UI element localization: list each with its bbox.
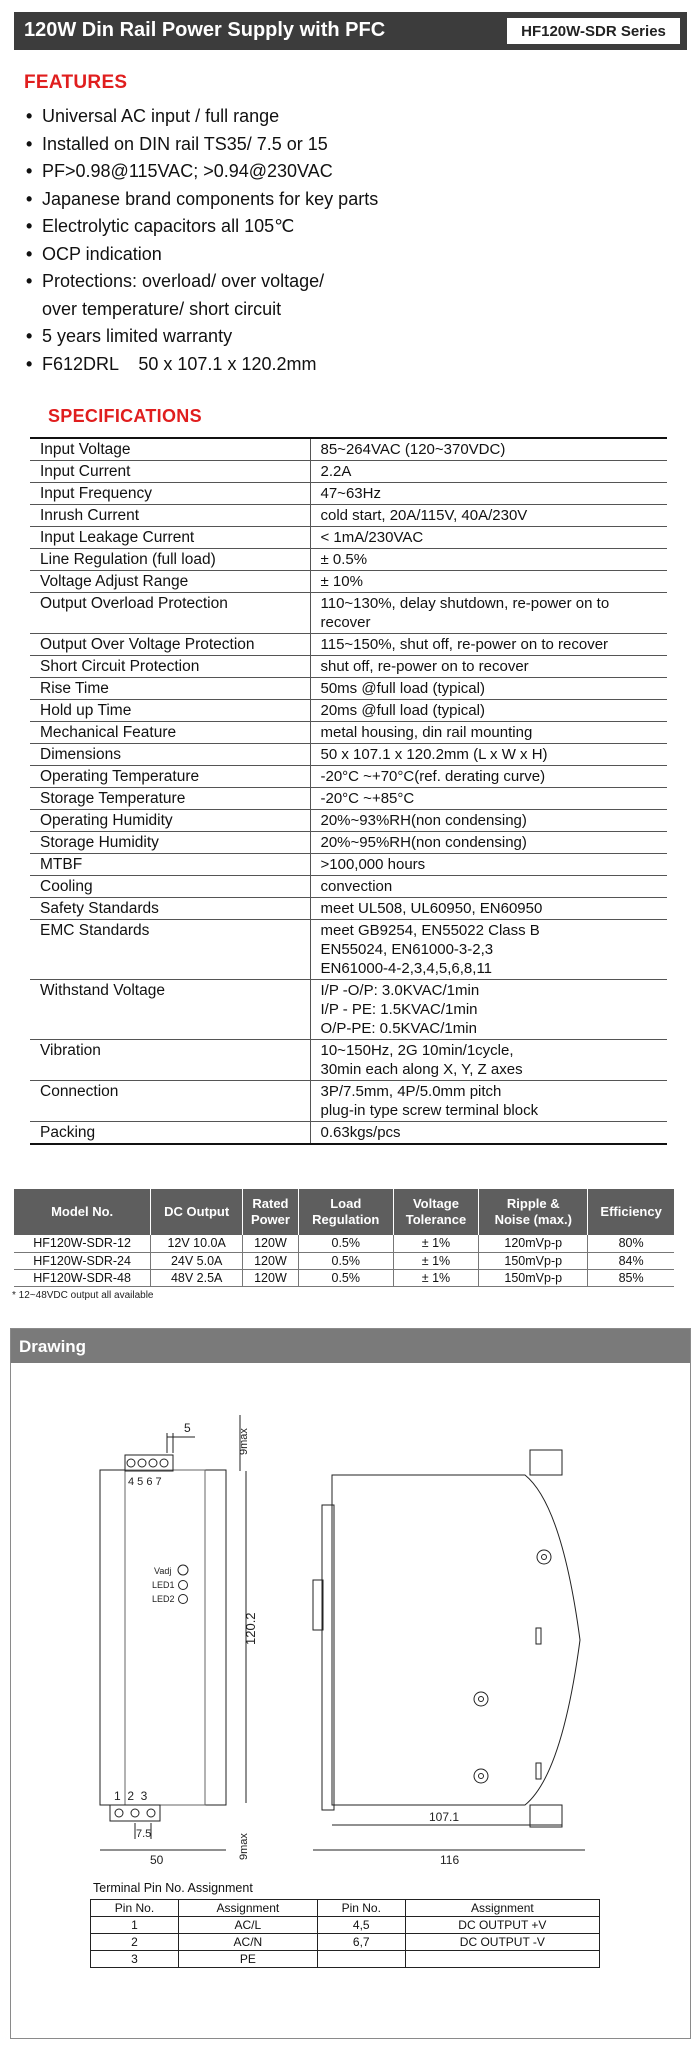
spec-row <box>30 656 667 678</box>
led2-label: LED2 <box>152 1594 175 1604</box>
side-body-outline <box>332 1475 580 1805</box>
model-cell: HF120W-SDR-12 <box>14 1235 151 1252</box>
model-cell: HF120W-SDR-48 <box>14 1269 151 1286</box>
pin-cell: 3 <box>91 1951 179 1968</box>
model-header-line: Noise (max.) <box>494 1212 572 1227</box>
spec-row <box>30 527 667 549</box>
pin-cell: DC OUTPUT +V <box>405 1917 599 1934</box>
spec-label: Dimensions <box>30 744 310 766</box>
pin-row <box>91 1951 600 1968</box>
spec-label: Connection <box>30 1081 310 1122</box>
side-view <box>313 1450 585 1867</box>
pin-cell: 1 <box>91 1917 179 1934</box>
spec-value <box>310 744 667 766</box>
specifications-table <box>30 437 667 1145</box>
spec-value <box>310 527 667 549</box>
spec-row <box>30 634 667 656</box>
features-list <box>26 103 686 378</box>
spec-value <box>310 876 667 898</box>
pin-cell: DC OUTPUT -V <box>405 1934 599 1951</box>
spec-row <box>30 898 667 920</box>
spec-value-line: 0.63kgs/pcs <box>320 1124 401 1141</box>
spec-value-line: convection <box>320 878 393 895</box>
model-cell: 0.5% <box>298 1269 393 1286</box>
feature-item: • Universal AC input / full range <box>26 106 280 126</box>
spec-label: Line Regulation (full load) <box>30 549 310 571</box>
spec-label: Hold up Time <box>30 700 310 722</box>
terminal-screw-icon <box>149 1459 157 1467</box>
spec-value <box>310 571 667 593</box>
dimension-50-label: 50 <box>150 1853 164 1867</box>
spec-label: Input Frequency <box>30 483 310 505</box>
spec-label: EMC Standards <box>30 920 310 980</box>
model-header-line: DC Output <box>164 1204 230 1219</box>
spec-value-line: < 1mA/230VAC <box>320 529 424 546</box>
spec-label: Mechanical Feature <box>30 722 310 744</box>
spec-row <box>30 1122 667 1145</box>
spec-row <box>30 505 667 527</box>
terminal-screw-icon <box>147 1809 155 1817</box>
spec-label: Output Overload Protection <box>30 593 310 634</box>
series-badge <box>506 17 681 45</box>
spec-label: Operating Temperature <box>30 766 310 788</box>
spec-label: Rise Time <box>30 678 310 700</box>
front-body-outline <box>100 1470 226 1805</box>
spec-value-line: 20%~95%RH(non condensing) <box>320 834 527 851</box>
model-header-line: Efficiency <box>600 1204 662 1219</box>
model-cell: ± 1% <box>393 1269 479 1286</box>
led1-label: LED1 <box>152 1580 175 1590</box>
model-row <box>14 1269 674 1286</box>
spec-value <box>310 980 667 1040</box>
screw-icon <box>537 1550 551 1564</box>
model-column-header <box>14 1189 151 1235</box>
spec-value-line: cold start, 20A/115V, 40A/230V <box>320 507 528 524</box>
spec-value-line: EN55024, EN61000-3-2,3 <box>320 941 494 958</box>
spec-value <box>310 593 667 634</box>
model-row <box>14 1235 674 1252</box>
dimension-9max-top: 9max <box>238 1428 250 1455</box>
spec-row <box>30 1040 667 1081</box>
screw-icon <box>542 1555 547 1560</box>
model-header-line: Load <box>330 1196 362 1211</box>
model-cell: ± 1% <box>393 1252 479 1269</box>
pin-cell: AC/L <box>178 1917 317 1934</box>
spec-row <box>30 810 667 832</box>
spec-label: Storage Temperature <box>30 788 310 810</box>
model-cell: 120mVp-p <box>479 1235 588 1252</box>
title-bar <box>14 12 687 50</box>
model-cell: 120W <box>243 1235 299 1252</box>
spec-value-line: metal housing, din rail mounting <box>320 724 533 741</box>
spec-label: Voltage Adjust Range <box>30 571 310 593</box>
spec-row <box>30 854 667 876</box>
model-header-line: Voltage <box>412 1196 459 1211</box>
model-header-line: Power <box>250 1212 290 1227</box>
spec-value <box>310 678 667 700</box>
pin-cell <box>405 1951 599 1968</box>
spec-row <box>30 678 667 700</box>
spec-row <box>30 788 667 810</box>
model-column-header <box>393 1189 479 1235</box>
feature-item: • F612DRL 50 x 107.1 x 120.2mm <box>26 353 317 374</box>
spec-row <box>30 700 667 722</box>
vent-slot <box>536 1628 541 1644</box>
spec-value-line: 115~150%, shut off, re-power on to recover <box>320 636 609 653</box>
spec-label: Input Current <box>30 461 310 483</box>
spec-row <box>30 876 667 898</box>
spec-value-line: shut off, re-power on to recover <box>320 658 529 675</box>
page-title: 120W Din Rail Power Supply with PFC <box>24 19 386 41</box>
model-cell: 120W <box>243 1269 299 1286</box>
spec-value-line: ± 10% <box>320 573 363 590</box>
feature-item: • 5 years limited warranty <box>26 326 233 346</box>
model-header-line: Model No. <box>51 1204 114 1219</box>
feature-item-continued: over temperature/ short circuit <box>42 298 282 319</box>
spec-value <box>310 634 667 656</box>
spec-value-line: 3P/7.5mm, 4P/5.0mm pitch <box>320 1083 502 1100</box>
spec-value-line: plug-in type screw terminal block <box>320 1102 539 1119</box>
pin-cell: PE <box>178 1951 317 1968</box>
model-row <box>14 1252 674 1269</box>
features-heading: FEATURES <box>24 72 128 93</box>
model-cell: 84% <box>588 1252 674 1269</box>
feature-item: • Electrolytic capacitors all 105℃ <box>26 216 295 236</box>
spec-value-line: 47~63Hz <box>320 485 381 502</box>
spec-row <box>30 549 667 571</box>
vadj-label: Vadj <box>154 1566 172 1576</box>
height-dimension-label: 120.2 <box>243 1612 258 1645</box>
model-column-header <box>243 1189 299 1235</box>
dimension-5-label: 5 <box>184 1421 191 1435</box>
model-column-header <box>479 1189 588 1235</box>
model-column-header <box>151 1189 243 1235</box>
spec-row <box>30 766 667 788</box>
led2-icon <box>179 1595 188 1604</box>
spec-label: Input Leakage Current <box>30 527 310 549</box>
spec-value <box>310 438 667 461</box>
spec-row <box>30 920 667 980</box>
model-cell: 0.5% <box>298 1235 393 1252</box>
model-header-line: Rated <box>252 1196 289 1211</box>
model-header-line: Tolerance <box>405 1212 467 1227</box>
screw-icon <box>479 1697 484 1702</box>
spec-row <box>30 461 667 483</box>
bottom-terminal-side <box>530 1805 562 1827</box>
spec-label: Cooling <box>30 876 310 898</box>
spec-value-line: 110~130%, delay shutdown, re-power on to recover <box>320 595 610 631</box>
spec-label: Operating Humidity <box>30 810 310 832</box>
spec-value <box>310 920 667 980</box>
spec-value-line: 50 x 107.1 x 120.2mm (L x W x H) <box>320 746 548 763</box>
vent-slot <box>536 1763 541 1779</box>
screw-icon <box>474 1769 488 1783</box>
pin-cell <box>317 1951 405 1968</box>
spec-label: Inrush Current <box>30 505 310 527</box>
model-cell: 48V 2.5A <box>151 1269 243 1286</box>
spec-value-line: I/P - PE: 1.5KVAC/1min <box>320 1001 478 1018</box>
spec-label: MTBF <box>30 854 310 876</box>
spec-label: Safety Standards <box>30 898 310 920</box>
terminal-screw-icon <box>131 1809 139 1817</box>
spec-row <box>30 980 667 1040</box>
pin-column-header: Pin No. <box>91 1900 179 1917</box>
model-table <box>14 1189 674 1287</box>
spec-value <box>310 766 667 788</box>
spec-value-line: -20°C ~+70°C(ref. derating curve) <box>320 768 546 785</box>
feature-item: • OCP indication <box>26 243 162 264</box>
spec-row <box>30 1081 667 1122</box>
spec-value-line: -20°C ~+85°C <box>320 790 415 807</box>
spec-value <box>310 788 667 810</box>
pin-column-header: Assignment <box>178 1900 317 1917</box>
spec-row <box>30 722 667 744</box>
model-footnote: * 12~48VDC output all available <box>12 1290 154 1301</box>
spec-value-line: 85~264VAC (120~370VDC) <box>320 441 506 458</box>
spec-value <box>310 461 667 483</box>
spec-value <box>310 700 667 722</box>
spec-value <box>310 810 667 832</box>
spec-value-line: 20ms @full load (typical) <box>320 702 485 719</box>
model-header-line: Regulation <box>312 1212 380 1227</box>
spec-label: Withstand Voltage <box>30 980 310 1040</box>
spec-value <box>310 1122 667 1145</box>
series-label: HF120W-SDR Series <box>521 23 666 40</box>
model-cell: 80% <box>588 1235 674 1252</box>
spec-row <box>30 571 667 593</box>
spec-value-line: meet GB9254, EN55022 Class B <box>320 922 540 939</box>
pin-cell: AC/N <box>178 1934 317 1951</box>
feature-item: • Japanese brand components for key parts <box>26 188 379 209</box>
bottom-pin-numbers: 1 2 3 <box>114 1789 148 1803</box>
spec-value <box>310 656 667 678</box>
terminal-screw-icon <box>115 1809 123 1817</box>
model-cell: ± 1% <box>393 1235 479 1252</box>
top-terminal-side <box>530 1450 562 1475</box>
mechanical-drawing <box>70 1395 630 1875</box>
spec-value <box>310 549 667 571</box>
spec-row <box>30 483 667 505</box>
spec-row <box>30 832 667 854</box>
feature-item: • Protections: overload/ over voltage/ <box>26 271 325 291</box>
spec-row <box>30 744 667 766</box>
dimension-107-1-label: 107.1 <box>429 1810 460 1824</box>
vadj-knob-icon <box>178 1565 188 1575</box>
pin-cell: 2 <box>91 1934 179 1951</box>
model-cell: 150mVp-p <box>479 1252 588 1269</box>
spec-label: Input Voltage <box>30 438 310 461</box>
model-cell: 85% <box>588 1269 674 1286</box>
model-cell: 12V 10.0A <box>151 1235 243 1252</box>
drawing-header <box>11 1329 690 1363</box>
bottom-terminal-block <box>110 1805 160 1821</box>
model-cell: HF120W-SDR-24 <box>14 1252 151 1269</box>
spec-label: Vibration <box>30 1040 310 1081</box>
top-pin-numbers: 4 5 6 7 <box>128 1476 162 1488</box>
model-column-header <box>588 1189 674 1235</box>
spec-value <box>310 832 667 854</box>
pin-cell: 4,5 <box>317 1917 405 1934</box>
spec-value <box>310 505 667 527</box>
feature-item: • Installed on DIN rail TS35/ 7.5 or 15 <box>26 133 328 154</box>
terminal-screw-icon <box>138 1459 146 1467</box>
spec-label: Storage Humidity <box>30 832 310 854</box>
model-cell: 0.5% <box>298 1252 393 1269</box>
screw-icon <box>479 1774 484 1779</box>
spec-value <box>310 483 667 505</box>
terminal-screw-icon <box>127 1459 135 1467</box>
front-panel-outline <box>125 1470 205 1805</box>
spec-value-line: 10~150Hz, 2G 10min/1cycle, <box>320 1042 514 1059</box>
model-column-header <box>298 1189 393 1235</box>
spec-value-line: I/P -O/P: 3.0KVAC/1min <box>320 982 480 999</box>
pin-column-header: Pin No. <box>317 1900 405 1917</box>
pin-assignment-table <box>90 1899 600 1968</box>
spec-value <box>310 722 667 744</box>
pin-row <box>91 1934 600 1951</box>
spec-value <box>310 1040 667 1081</box>
model-cell: 24V 5.0A <box>151 1252 243 1269</box>
model-cell: 150mVp-p <box>479 1269 588 1286</box>
spec-label: Output Over Voltage Protection <box>30 634 310 656</box>
spec-value <box>310 854 667 876</box>
led1-icon <box>179 1581 188 1590</box>
pin-cell: 6,7 <box>317 1934 405 1951</box>
spec-row <box>30 438 667 461</box>
spec-value-line: meet UL508, UL60950, EN60950 <box>320 900 543 917</box>
screw-icon <box>474 1692 488 1706</box>
dimension-9max-bottom: 9max <box>238 1833 250 1860</box>
feature-item: • PF>0.98@115VAC; >0.94@230VAC <box>26 161 333 181</box>
spec-value-line: 50ms @full load (typical) <box>320 680 485 697</box>
specifications-heading: SPECIFICATIONS <box>48 406 202 426</box>
spec-value-line: 30min each along X, Y, Z axes <box>320 1061 523 1078</box>
spec-value-line: 20%~93%RH(non condensing) <box>320 812 527 829</box>
drawing-heading: Drawing <box>19 1337 87 1356</box>
pin-assignment-caption: Terminal Pin No. Assignment <box>93 1881 253 1895</box>
spec-row <box>30 593 667 634</box>
spec-label: Short Circuit Protection <box>30 656 310 678</box>
model-header-line: Ripple & <box>506 1196 560 1211</box>
dimension-116-label: 116 <box>440 1853 460 1867</box>
spec-value-line: ± 0.5% <box>320 551 368 568</box>
spec-label: Packing <box>30 1122 310 1145</box>
spec-value <box>310 898 667 920</box>
spec-value-line: O/P-PE: 0.5KVAC/1min <box>320 1020 477 1037</box>
dimension-7-5-label: 7.5 <box>136 1828 152 1840</box>
spec-value-line: EN61000-4-2,3,4,5,6,8,11 <box>320 960 493 977</box>
model-cell: 120W <box>243 1252 299 1269</box>
spec-value-line: 2.2A <box>320 463 352 480</box>
terminal-screw-icon <box>160 1459 168 1467</box>
spec-value-line: >100,000 hours <box>320 856 426 873</box>
front-view <box>100 1415 258 1867</box>
pin-column-header: Assignment <box>405 1900 599 1917</box>
pin-row <box>91 1917 600 1934</box>
spec-value <box>310 1081 667 1122</box>
